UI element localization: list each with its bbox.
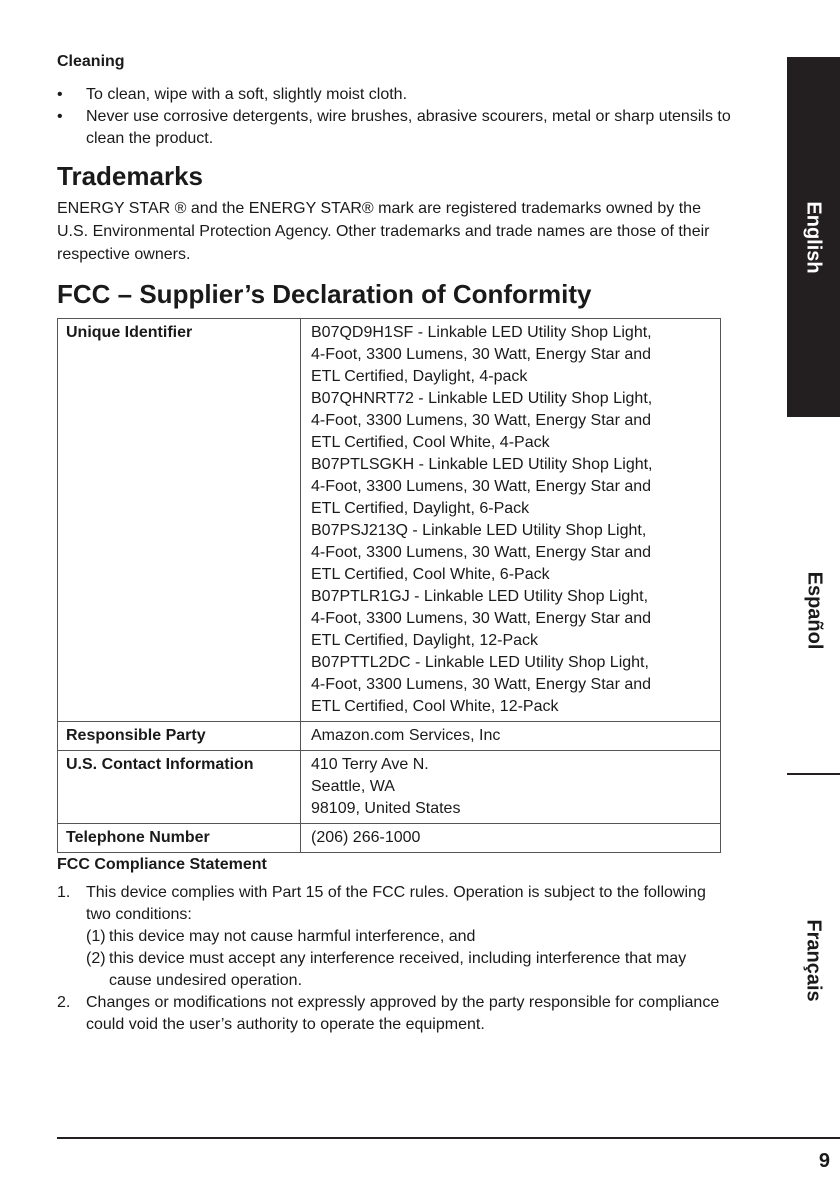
cleaning-list: [57, 84, 737, 150]
list-item: • Never use corrosive detergents, wire brushes, abrasive scourers, metal or sharp utensils to clean the product.: [57, 106, 737, 150]
table-value-line: B07PTLSGKH - Linkable LED Utility Shop Light,: [311, 456, 653, 473]
table-value: [301, 722, 721, 751]
table-value-line: 4-Foot, 3300 Lumens, 30 Watt, Energy Star and: [311, 346, 652, 363]
table-row: [58, 319, 721, 722]
table-value-line: ETL Certified, Cool White, 6-Pack: [311, 566, 550, 583]
table-value-line: 4-Foot, 3300 Lumens, 30 Watt, Energy Star and: [311, 412, 652, 429]
table-value-line: Amazon.com Services, Inc: [311, 727, 501, 744]
table-value-line: B07QHNRT72 - Linkable LED Utility Shop Light,: [311, 390, 653, 407]
table-value-line: B07PSJ213Q - Linkable LED Utility Shop Light,: [311, 522, 647, 539]
table-value: [301, 751, 721, 824]
fcc-declaration-table: [57, 318, 721, 853]
table-value-line: 410 Terry Ave N.: [311, 756, 429, 773]
table-value-line: ETL Certified, Cool White, 12-Pack: [311, 698, 559, 715]
language-tab-francais-label: Français: [803, 918, 826, 1002]
language-tab-espanol-label: Español: [803, 571, 826, 649]
list-item-number: 2.: [57, 994, 71, 1011]
table-value-line: 4-Foot, 3300 Lumens, 30 Watt, Energy Star and: [311, 478, 652, 495]
table-label: Unique Identifier: [58, 319, 301, 722]
table-value-line: ETL Certified, Daylight, 6-Pack: [311, 500, 530, 517]
compliance-list: [57, 882, 727, 1036]
table-value-line: Seattle, WA: [311, 778, 395, 795]
table-label: Responsible Party: [58, 722, 301, 751]
table-value-line: B07QD9H1SF - Linkable LED Utility Shop Light,: [311, 324, 652, 341]
tab-divider: [787, 773, 840, 775]
table-value-line: B07PTTL2DC - Linkable LED Utility Shop Light,: [311, 654, 649, 671]
table-row: [58, 722, 721, 751]
language-tab-espanol[interactable]: [787, 520, 840, 700]
sub-item: [86, 948, 727, 992]
trademarks-heading: Trademarks: [57, 161, 203, 191]
list-item-text: Changes or modifications not expressly approved by the party responsible for compliance could void the user’s authority to operate the equipment.: [86, 994, 720, 1033]
list-item: [57, 882, 727, 992]
trademarks-text: ENERGY STAR ® and the ENERGY STAR® mark are registered trademarks owned by the U.S. Environmental Protection Agency. Other trademarks and trade names are those of their respective owners.: [57, 200, 710, 263]
cleaning-heading: Cleaning: [57, 53, 125, 70]
list-item-text: This device complies with Part 15 of the FCC rules. Operation is subject to the following two conditions:: [86, 884, 706, 923]
table-row: [58, 824, 721, 853]
language-tab-francais[interactable]: [787, 860, 840, 1060]
table-value-line: ETL Certified, Cool White, 4-Pack: [311, 434, 550, 451]
table-label: U.S. Contact Information: [58, 751, 301, 824]
table-value: [301, 319, 721, 722]
table-value-line: 4-Foot, 3300 Lumens, 30 Watt, Energy Star and: [311, 610, 652, 627]
table-value: [301, 824, 721, 853]
table-value-line: (206) 266-1000: [311, 829, 421, 846]
language-tab-english-label-wrap: [787, 57, 840, 417]
table-label: Telephone Number: [58, 824, 301, 853]
table-value-line: B07PTLR1GJ - Linkable LED Utility Shop Light,: [311, 588, 649, 605]
sub-item-text: this device may not cause harmful interference, and: [109, 928, 476, 945]
sub-item-text: this device must accept any interference received, including interference that may cause undesired operation.: [109, 950, 687, 989]
table-value-line: 4-Foot, 3300 Lumens, 30 Watt, Energy Star and: [311, 676, 652, 693]
sub-item-number: (2): [86, 950, 106, 967]
sub-item-number: (1): [86, 928, 106, 945]
list-item: • To clean, wipe with a soft, slightly moist cloth.: [57, 84, 737, 106]
list-item-number: 1.: [57, 884, 71, 901]
sub-item: [86, 926, 727, 948]
language-tab-english-label: English: [803, 200, 826, 274]
table-value-line: 98109, United States: [311, 800, 461, 817]
table-value-line: 4-Foot, 3300 Lumens, 30 Watt, Energy Star and: [311, 544, 652, 561]
table-value-line: ETL Certified, Daylight, 12-Pack: [311, 632, 539, 649]
list-item: [57, 992, 727, 1036]
table-value-line: ETL Certified, Daylight, 4-pack: [311, 368, 528, 385]
footer-rule: [57, 1137, 840, 1139]
table-row: [58, 751, 721, 824]
compliance-heading: FCC Compliance Statement: [57, 856, 267, 873]
page-number: 9: [818, 1150, 830, 1172]
fcc-heading: FCC – Supplier’s Declaration of Conformity: [57, 279, 592, 309]
